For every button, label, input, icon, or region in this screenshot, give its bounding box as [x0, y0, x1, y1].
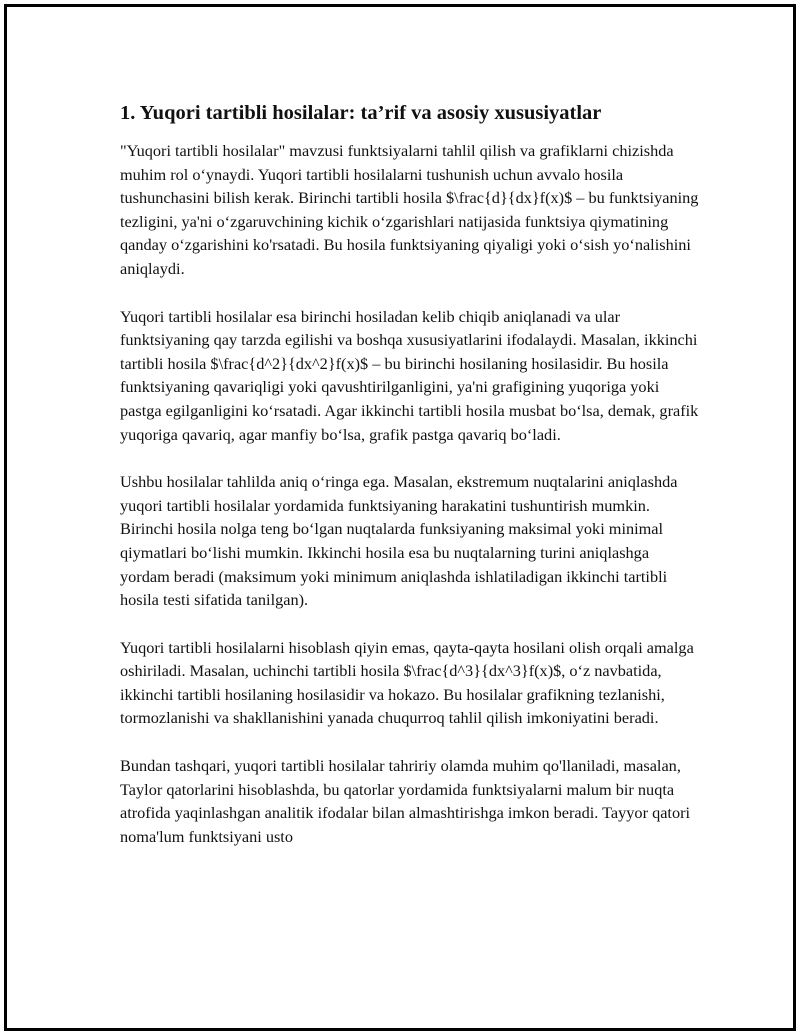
paragraph-1: "Yuqori tartibli hosilalar" mavzusi funktsiyalarni tahlil qilish va grafiklarni chizishda muhim rol o‘ynaydi. Yuqori tartibli hosilalarni tushunish uchun avvalo hosila tushunchasini bilish kerak. Birinchi tartibli hosila $\frac{d}{dx}f(x)$ – bu funktsiyaning tezligini, ya'ni o‘zgaruvchining kichik o‘zgarishlari natijasida funktsiya qiymatining qanday o‘zgarishini ko'rsatadi. Bu hosila funktsiyaning qiyaligi yoki o‘sish yo‘nalishini aniqlaydi.	[120, 141, 699, 278]
page-frame	[4, 4, 796, 1031]
section-heading: 1. Yuqori tartibli hosilalar: ta’rif va asosiy xususiyatlar	[120, 102, 602, 124]
paragraph-2: Yuqori tartibli hosilalar esa birinchi hosiladan kelib chiqib aniqlanadi va ular funktsiyaning qay tarzda egilishi va boshqa xususiyatlarini ifodalaydi. Masalan, ikkinchi tartibli hosila $\frac{d^2}{dx^2}f(x)$ – bu birinchi hosilaning hosilasidir. Bu hosila funktsiyaning qavariqligi yoki qavushtirilganligini, ya'ni grafigining yuqoriga yoki pastga egilganligini ko‘rsatadi. Agar ikkinchi tartibli hosila musbat bo‘lsa, demak, grafik yuqoriga qavariq, agar manfiy bo‘lsa, grafik pastga qavariq bo‘ladi.	[120, 306, 699, 444]
document-body	[120, 99, 700, 872]
paragraph-4: Yuqori tartibli hosilalarni hisoblash qiyin emas, qayta-qayta hosilani olish orqali amalga oshiriladi. Masalan, uchinchi tartibli hosila $\frac{d^3}{dx^3}f(x)$, o‘z navbatida, ikkinchi tartibli hosilaning hosilasidir va hokazo. Bu hosilalar grafikning tezlanishi, tormozlanishi va shakllanishini yanada chuqurroq tahlil qilish imkoniyatini beradi.	[120, 637, 694, 728]
paragraph-3: Ushbu hosilalar tahlilda aniq o‘ringa ega. Masalan, ekstremum nuqtalarini aniqlashda yuqori tartibli hosilalar yordamida funktsiyaning harakatini tushuntirish mumkin. Birinchi hosila nolga teng bo‘lgan nuqtalarda funksiyaning maksimal yoki minimal qiymatlari bo‘lishi mumkin. Ikkinchi hosila esa bu nuqtalarning turini aniqlashga yordam beradi (maksimum yoki minimum aniqlashda ishlatiladigan ikkinchi tartibli hosila testi sifatida tanilgan).	[120, 472, 678, 610]
paragraph-5: Bundan tashqari, yuqori tartibli hosilalar tahririy olamda muhim qo'llaniladi, masalan, Taylor qatorlarini hisoblashda, bu qatorlar yordamida funktsiyalarni malum bir nuqta atrofida yaqinlashgan analitik ifodalar bilan almashtirishga imkon beradi. Tayyor qatori noma'lum funktsiyani usto	[120, 756, 691, 846]
